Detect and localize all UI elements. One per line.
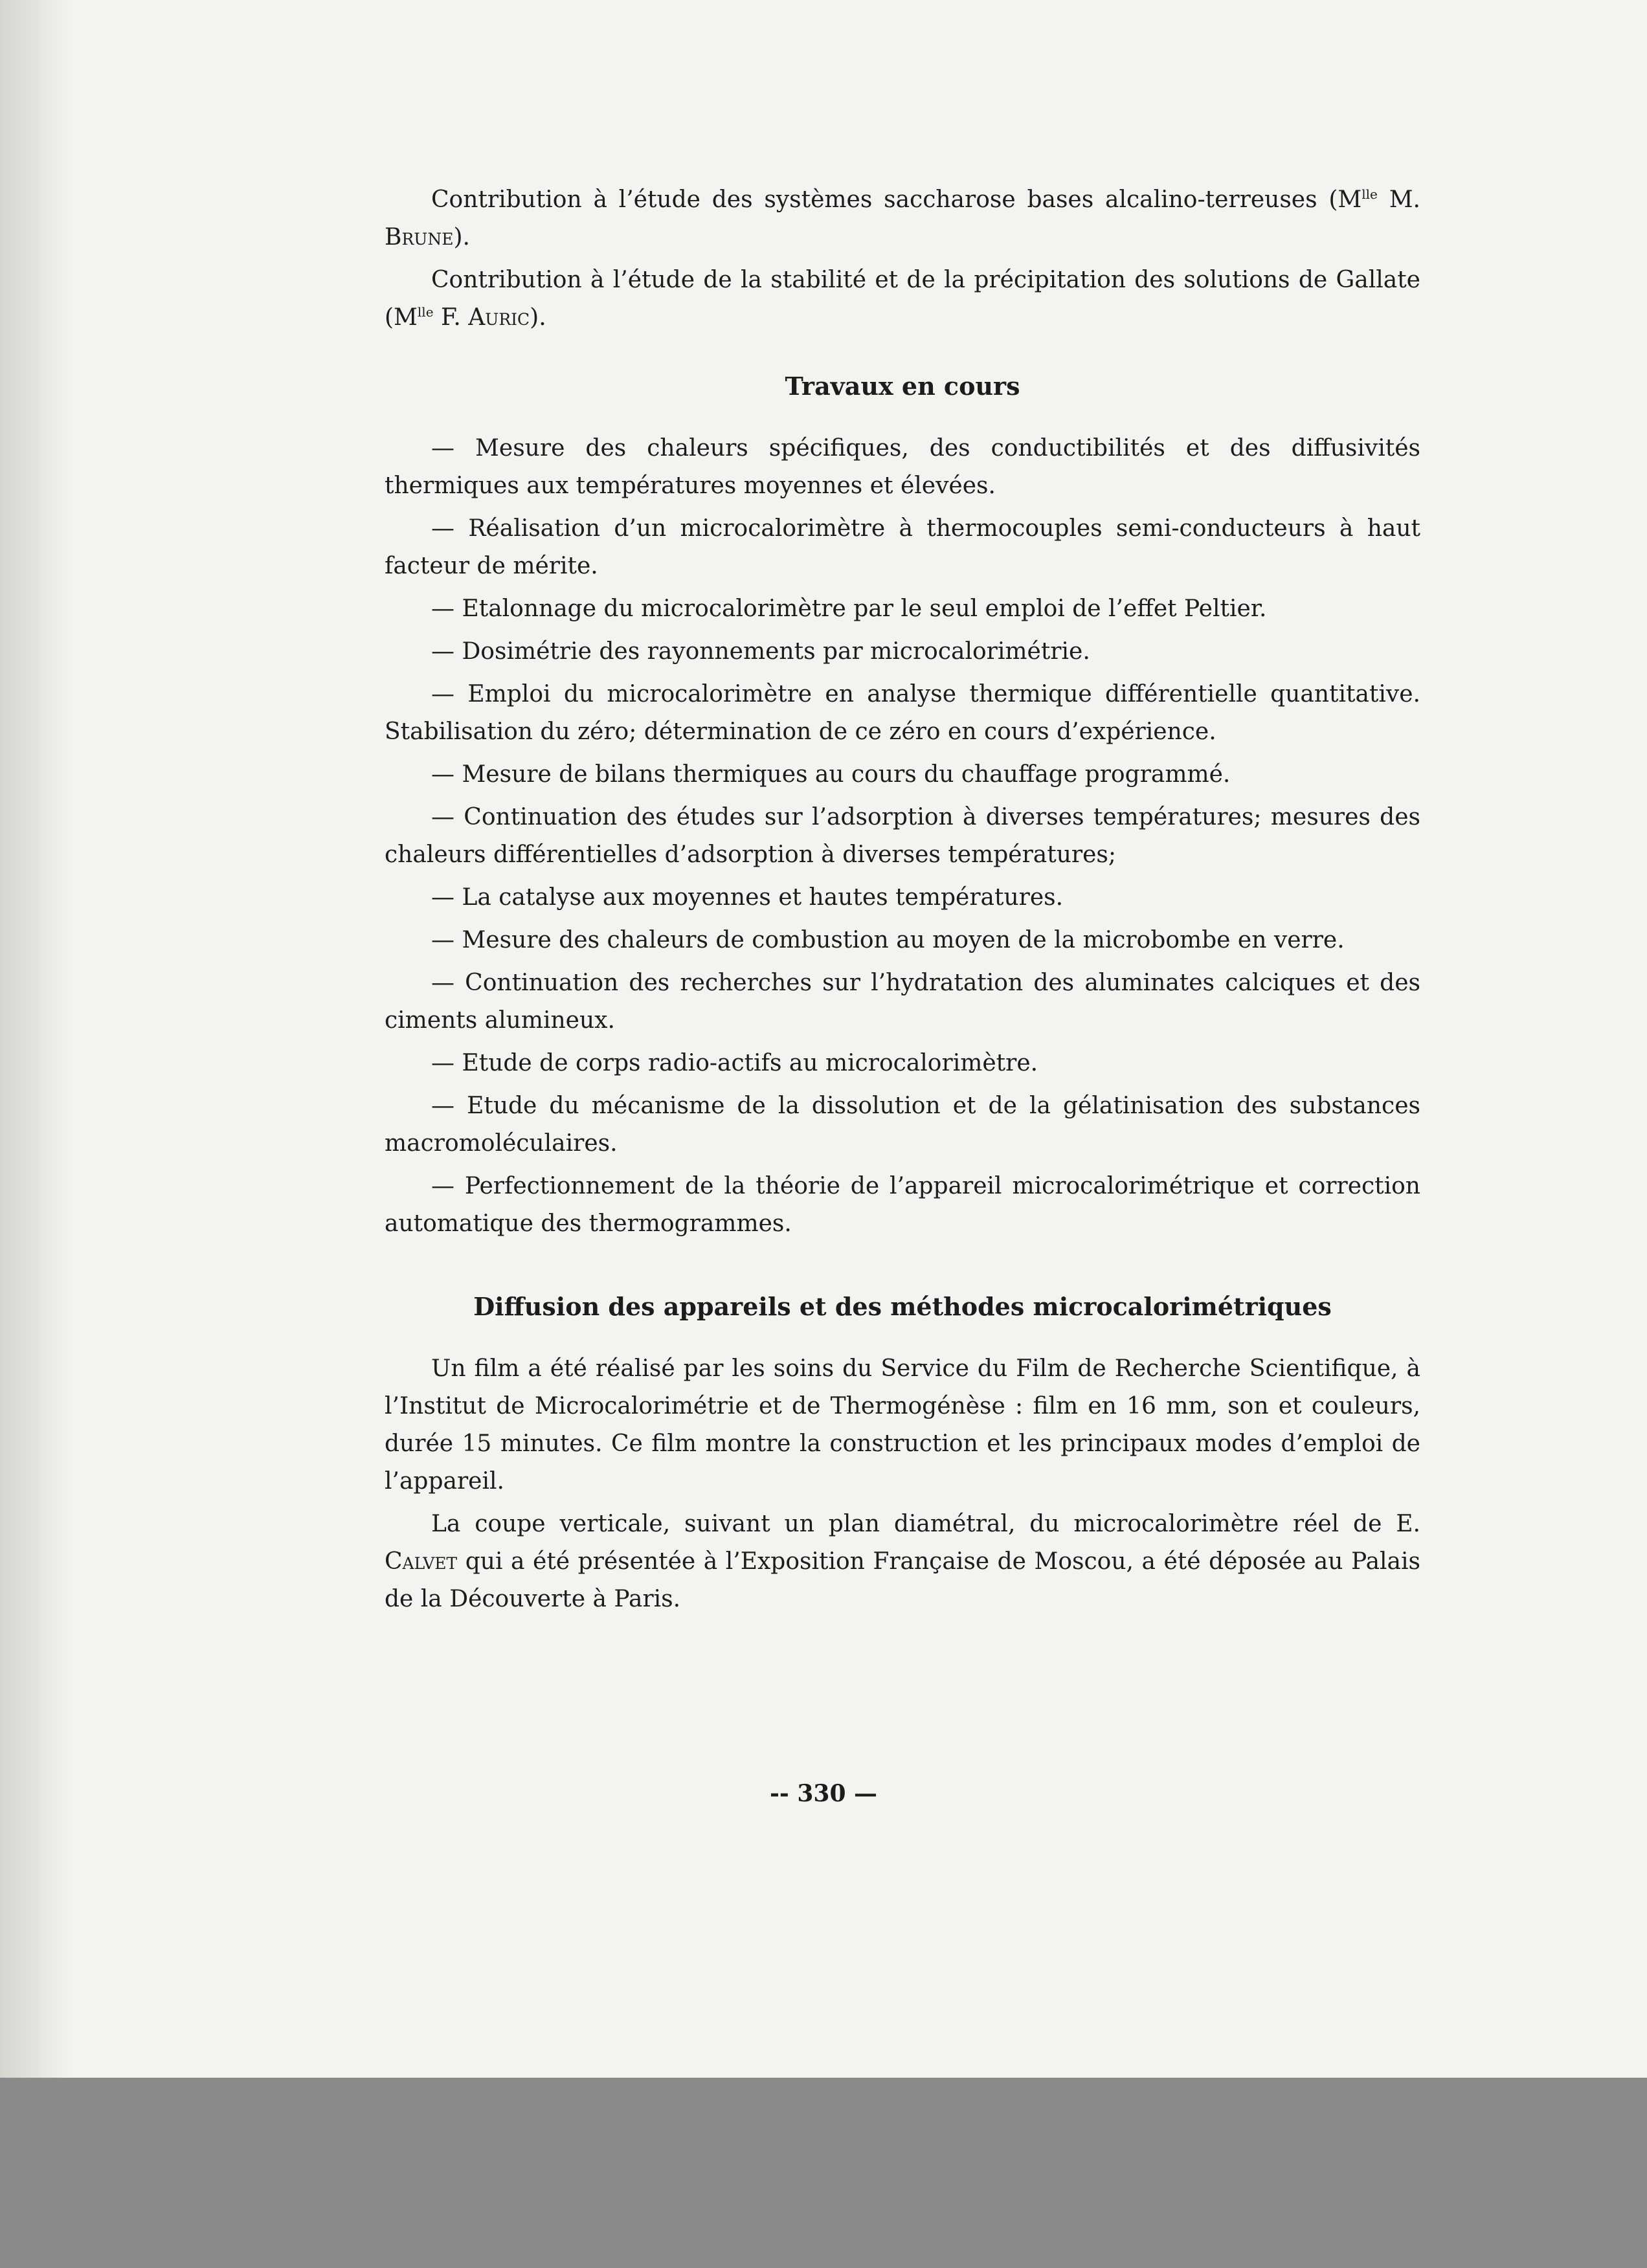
list-item: — Réalisation d’un microcalorimètre à thermocouples semi-conducteurs à haut facteur de mérite. xyxy=(385,515,1420,579)
list-item: — Mesure des chaleurs spécifiques, des conductibilités et des diffusivités thermiques aux températures moyennes et élevées. xyxy=(385,435,1420,499)
list-item: — Continuation des études sur l’adsorption à diverses températures; mesures des chaleurs différentielles d’adsorption à diverses températures; xyxy=(385,804,1420,868)
list-item: — La catalyse aux moyennes et hautes températures. xyxy=(431,884,1064,911)
list-item: — Dosimétrie des rayonnements par microcalorimétrie. xyxy=(431,638,1090,665)
paragraph-gallate: Contribution à l’étude de la stabilité et de la précipitation des solutions de Gallate ($M^{lle}$ F. Auric). xyxy=(385,267,1420,331)
page-number: -- 330 — xyxy=(769,1780,878,1807)
paragraph-coupe: La coupe verticale, suivant un plan diamétral, du microcalorimètre réel de E. Calvet qui a été présentée à l’Exposition Française de Moscou, a été déposée au Palais de la Découverte à Paris. xyxy=(385,1511,1420,1612)
list-item: — Etude du mécanisme de la dissolution et de la gélatinisation des substances macromoléculaires. xyxy=(385,1093,1420,1157)
list-item: — Mesure de bilans thermiques au cours du chauffage programmé. xyxy=(431,761,1231,788)
paragraph-saccharose: Contribution à l’étude des systèmes saccharose bases alcalino-terreuses ($M^{lle}$ M. Brune). xyxy=(385,186,1420,250)
section-title-travaux: Travaux en cours xyxy=(785,372,1020,401)
list-item: — Etalonnage du microcalorimètre par le seul emploi de l’effet Peltier. xyxy=(431,595,1267,622)
page-gutter-shadow xyxy=(0,0,71,2078)
list-item: — Etude de corps radio-actifs au microcalorimètre. xyxy=(431,1050,1038,1076)
section-title-diffusion: Diffusion des appareils et des méthodes microcalorimétriques xyxy=(473,1292,1332,1321)
list-item: — Continuation des recherches sur l’hydratation des aluminates calciques et des ciments alumineux. xyxy=(385,970,1420,1034)
list-item: — Emploi du microcalorimètre en analyse thermique différentielle quantitative. Stabilisation du zéro; détermination de ce zéro en cours d’expérience. xyxy=(385,681,1420,745)
paragraph-film: Un film a été réalisé par les soins du Service du Film de Recherche Scientifique, à l’Institut de Microcalorimétrie et de Thermogénèse : film en 16 mm, son et couleurs, durée 15 minutes. Ce film montre la construction et les principaux modes d’emploi de l’appareil. xyxy=(385,1355,1420,1495)
scan-background xyxy=(0,2078,1647,2268)
page-content xyxy=(385,181,1420,1623)
list-item: — Perfectionnement de la théorie de l’appareil microcalorimétrique et correction automatique des thermogrammes. xyxy=(385,1173,1420,1237)
list-item: — Mesure des chaleurs de combustion au moyen de la microbombe en verre. xyxy=(431,927,1345,953)
